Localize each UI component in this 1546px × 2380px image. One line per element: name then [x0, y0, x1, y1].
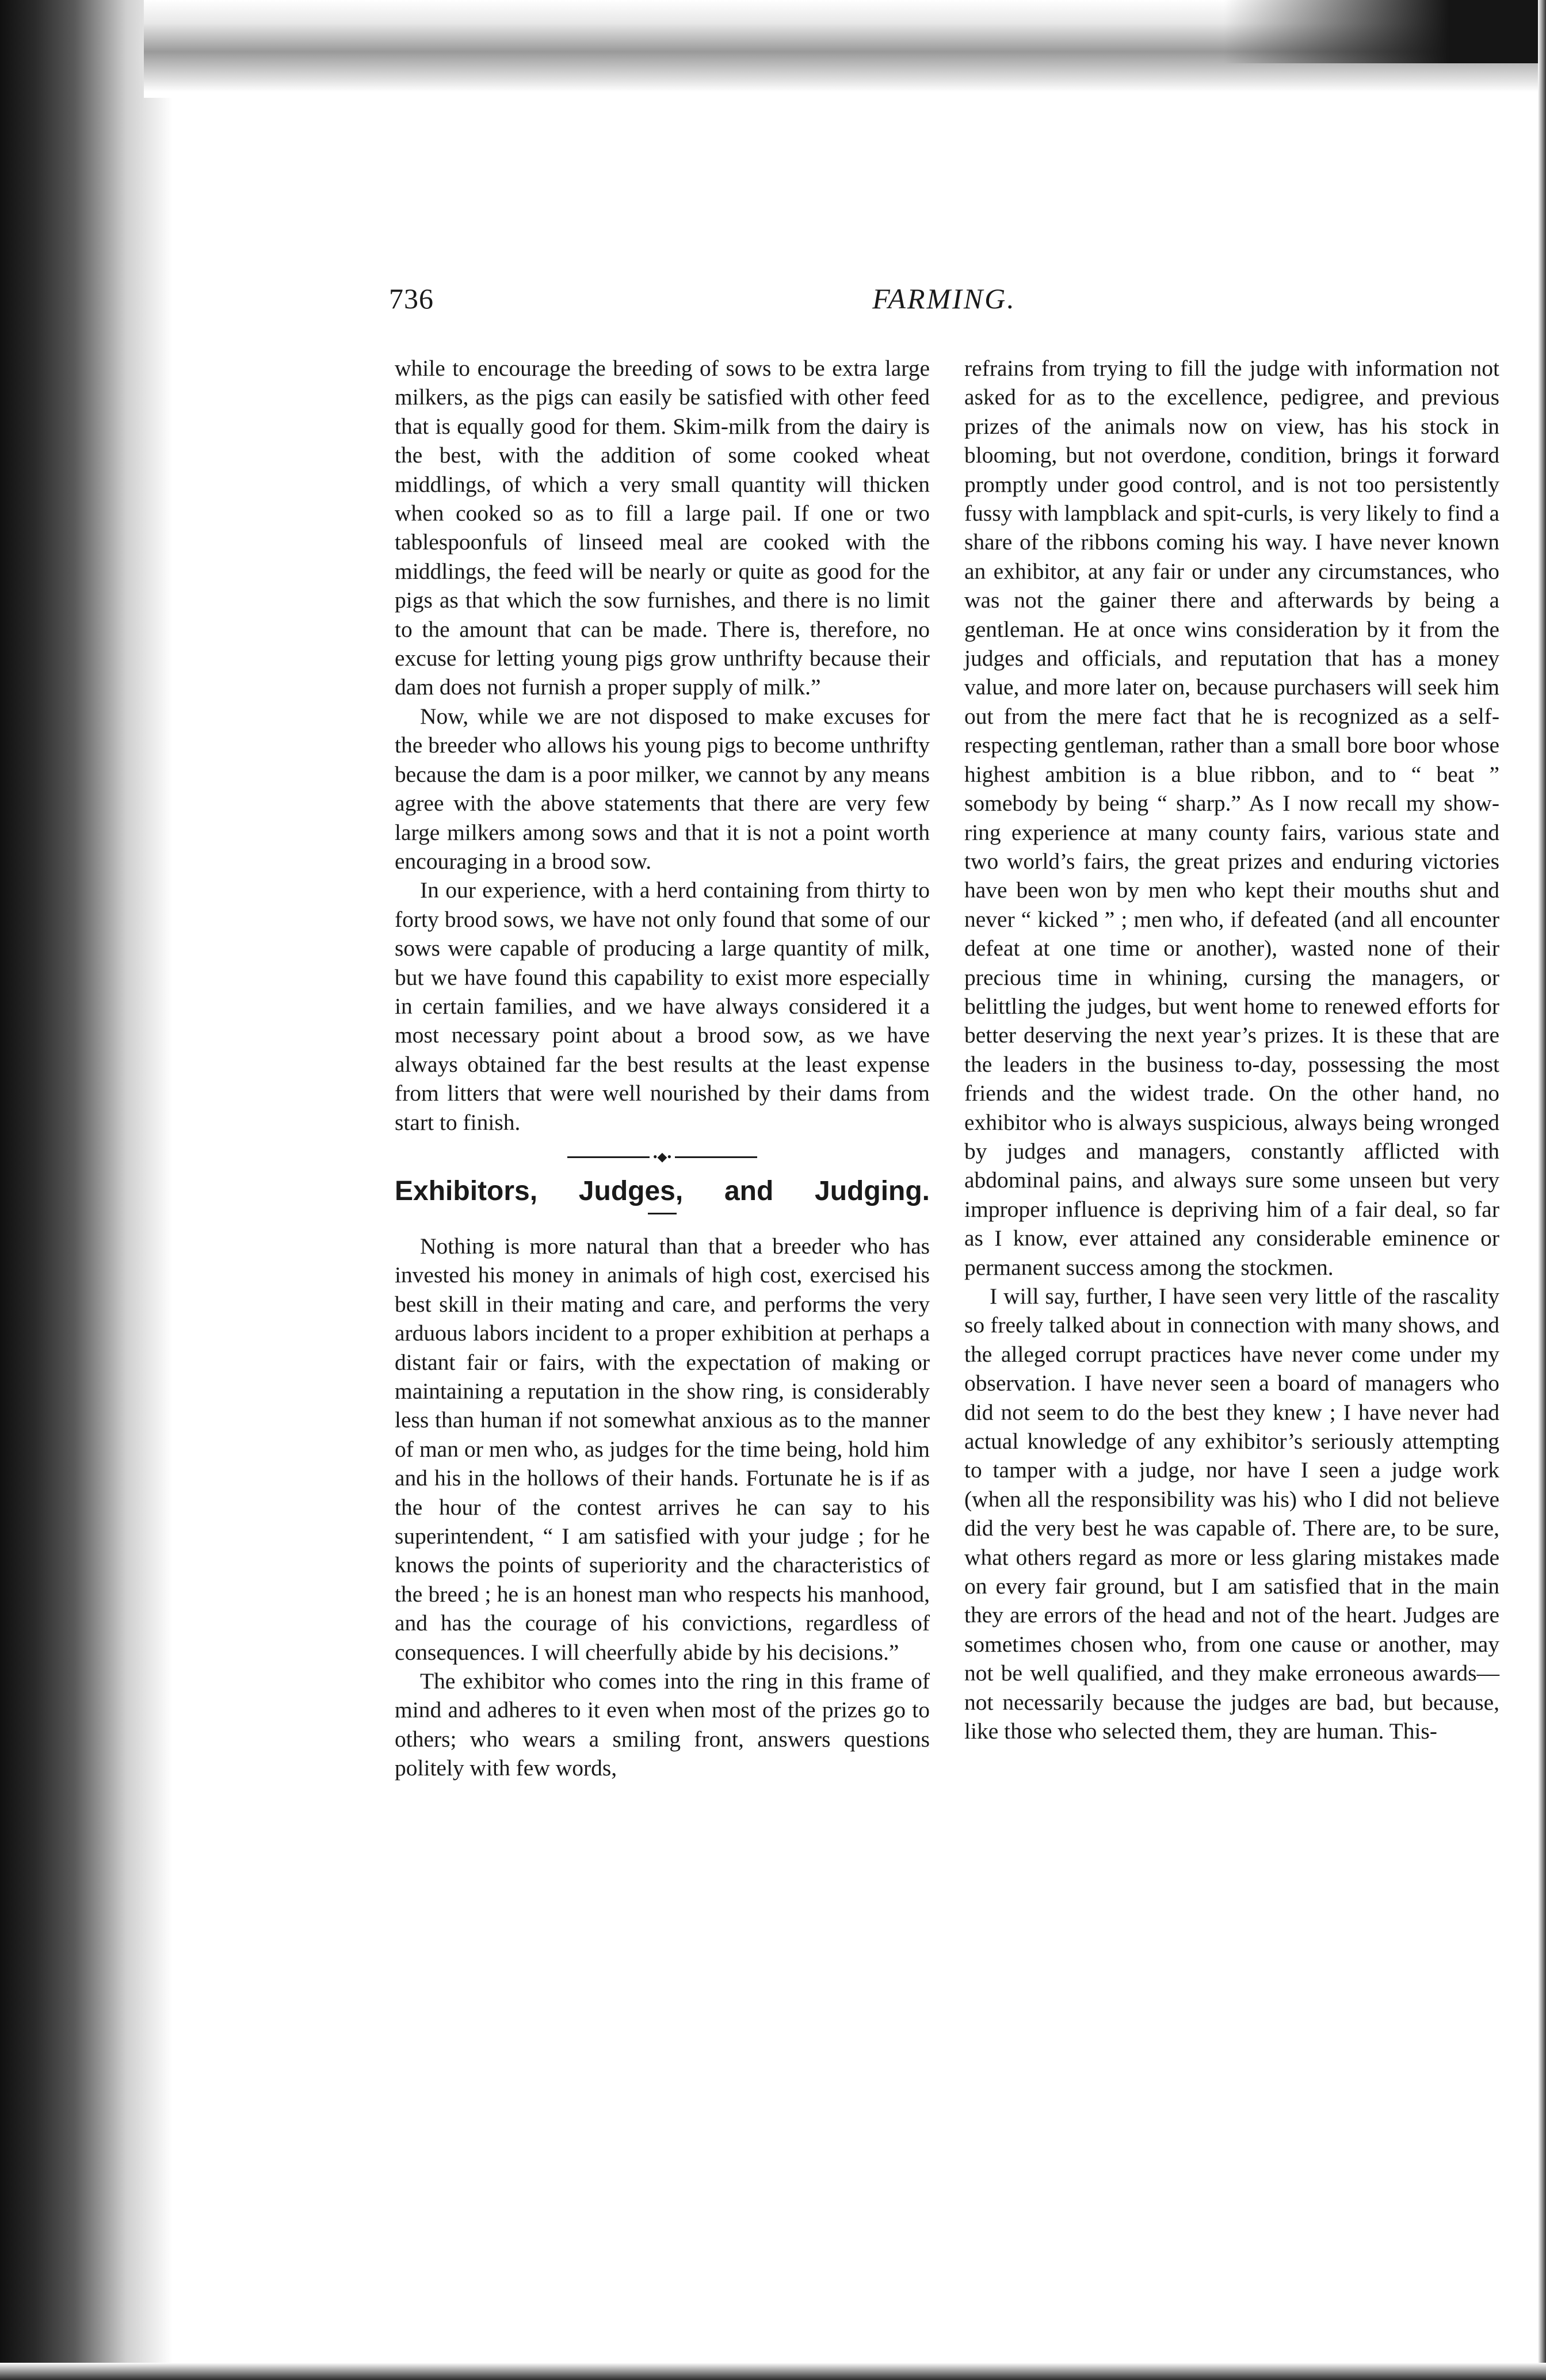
scan-binding-shadow — [0, 0, 173, 2380]
right-column — [964, 354, 1499, 1746]
scan-right-edge — [1538, 0, 1546, 2380]
scan-top-corner-shadow — [1224, 0, 1546, 63]
section-heading: Exhibitors, Judges, and Judging. — [395, 1175, 930, 1206]
paragraph: refrains from trying to fill the judge with information not asked for as to the excellence, pedigree, and previous prizes of the animals now on view, has his stock in blooming, but not overdone, condition, brings it forward promptly under good control, and is not too persistently fussy with lampblack and spit-curls, is very likely to find a share of the ribbons coming his way. I have never known an exhibitor, at any fair or under any circumstances, who was not the gainer there and afterwards by being a gentleman. He at once wins consideration by it from the judges and officials, and reputation that has a money value, and more later on, because purchasers will seek him out from the mere fact that he is recognized as a self-respecting gentleman, rather than a small bore boor whose highest ambition is a blue ribbon, and to “ beat ” somebody by being “ sharp.” As I now recall my show-ring experience at many county fairs, various state and two world’s fairs, the great prizes and enduring victories have been won by men who kept their mouths shut and never “ kicked ” ; men who, if defeated (and all encounter defeat at one time or another), wasted none of their precious time in whining, cursing the managers, or belittling the judges, but went home to renewed efforts for better deserving the next year’s prizes. It is these that are the leaders in the business to-day, possessing the most friends and the widest trade. On the other hand, no exhibitor who is always suspicious, always being wronged by judges and managers, constantly afflicted with abdominal pains, and always sure some unseen but very improper influence is depriving him of a fair deal, so far as I know, ever attained any considerable eminence or permanent success among the stockmen. — [964, 356, 1499, 1280]
section-divider — [567, 1149, 757, 1164]
paragraph: Now, while we are not disposed to make excuses for the breeder who allows his young pigs to become unthrifty because the dam is a poor milker, we cannot by any means agree with the above statements that there are very few large milkers among sows and that it is not a point worth encouraging in a brood sow. — [395, 703, 930, 874]
page-header — [389, 282, 1499, 328]
scan-bottom-edge — [0, 2363, 1546, 2380]
paragraph: Nothing is more natural than that a breeder who has invested his money in animals of high cost, exercised his best skill in their mating and care, and performs the very arduous labors incident to a proper exhibition at perhaps a distant fair or fairs, with the expectation of making or maintaining a reputation in the show ring, is considerably less than human if not somewhat anxious as to the manner of man or men who, as judges for the time being, hold him and his in the hollows of their hands. Fortunate he is if as the hour of the contest arrives he can say to his superintendent, “ I am satisfied with your judge ; for he knows the points of superiority and the characteristics of the breed ; he is an honest man who respects his manhood, and has the courage of his convictions, regardless of consequences. I will cheerfully abide by his decisions.” — [395, 1233, 930, 1665]
divider-ornament: •◆• — [650, 1149, 675, 1164]
page-number: 736 — [389, 282, 434, 315]
paragraph: The exhibitor who comes into the ring in this frame of mind and adheres to it even when most of the prizes go to others; who wears a smiling front, answers questions politely with few words, — [395, 1668, 930, 1781]
paragraph: I will say, further, I have seen very little of the rascality so freely talked about in connection with many shows, and the alleged corrupt practices have never come under my observation. I have never seen a board of managers who did not seem to do the best they knew ; I have never had actual knowledge of any exhibitor’s seriously attempting to tamper with a judge, nor have I seen a judge work (when all the responsibility was his) who I did not believe did the very best he was capable of. There are, to be sure, what others regard as more or less glaring mistakes made on every fair ground, but I am satisfied that in the main they are errors of the head and not of the heart. Judges are sometimes chosen who, from one cause or another, may not be well qualified, and they make erroneous awards—not necessarily because the judges are bad, but because, like those who selected them, they are human. This- — [964, 1283, 1499, 1744]
left-column — [395, 354, 930, 1783]
paragraph: In our experience, with a herd containing from thirty to forty brood sows, we have not only found that some of our sows were capable of producing a large quantity of milk, but we have found this capability to exist more especially in certain families, and we have always considered it a most necessary point about a brood sow, as we have always obtained far the best results at the least expense from litters that were well nourished by their dams from start to finish. — [395, 877, 930, 1135]
running-head: FARMING. — [872, 282, 1016, 315]
heading-rule — [648, 1213, 677, 1214]
paragraph: while to encourage the breeding of sows to be extra large milkers, as the pigs can easily be satisfied with other feed that is equally good for them. Skim-milk from the dairy is the best, with the addition of some cooked wheat middlings, of which a very small quantity will thicken when cooked so as to fill a large pail. If one or two tablespoonfuls of linseed meal are cooked with the middlings, the feed will be nearly or quite as good for the pigs as that which the sow furnishes, and there is no limit to the amount that can be made. There is, therefore, no excuse for letting young pigs grow unthrifty because their dam does not furnish a proper supply of milk.” — [395, 356, 930, 700]
